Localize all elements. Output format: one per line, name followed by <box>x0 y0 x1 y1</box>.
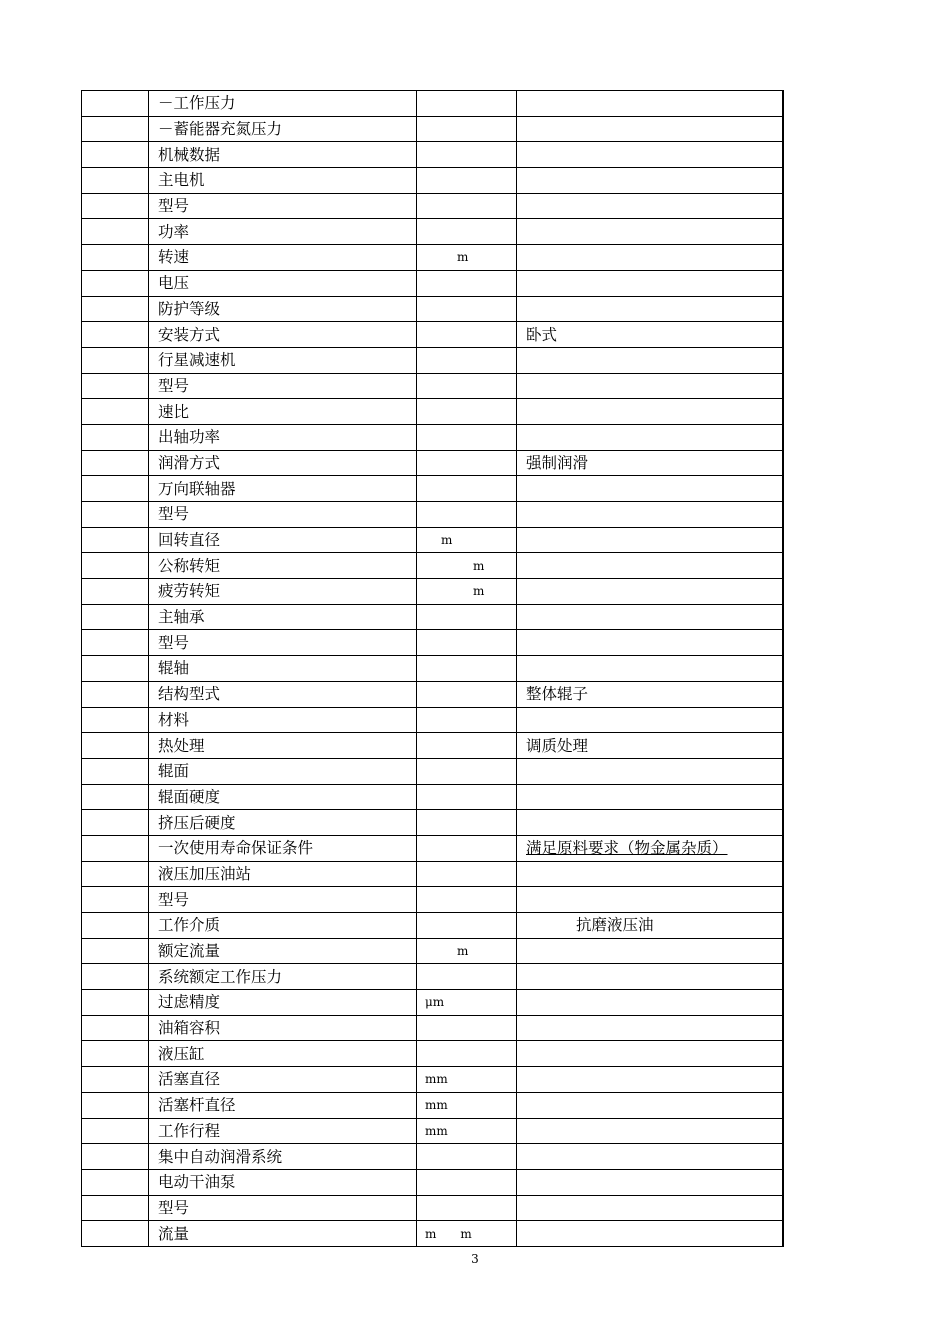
param-name-cell: 挤压后硬度 <box>149 810 417 836</box>
param-value-cell <box>517 553 784 579</box>
table-row <box>82 1195 784 1221</box>
table-row <box>82 1118 784 1144</box>
param-value-cell <box>517 1221 784 1247</box>
table-row <box>82 1041 784 1067</box>
table-row <box>82 1169 784 1195</box>
param-name-cell: 型号 <box>149 887 417 913</box>
param-name-cell: 结构型式 <box>149 681 417 707</box>
param-value-cell <box>517 810 784 836</box>
param-name-cell: 转速 <box>149 245 417 271</box>
index-cell <box>82 707 149 733</box>
unit-cell <box>417 142 517 168</box>
param-value-cell <box>517 168 784 194</box>
table-row <box>82 630 784 656</box>
index-cell <box>82 733 149 759</box>
param-name-cell: 活塞杆直径 <box>149 1092 417 1118</box>
table-row <box>82 450 784 476</box>
index-cell <box>82 758 149 784</box>
index-cell <box>82 168 149 194</box>
table-row <box>82 1067 784 1093</box>
unit-cell <box>417 681 517 707</box>
index-cell <box>82 1195 149 1221</box>
param-name-cell: 出轴功率 <box>149 424 417 450</box>
unit-cell <box>417 116 517 142</box>
param-value-text: 抗磨液压油 <box>576 916 654 935</box>
table-row <box>82 733 784 759</box>
unit-cell <box>417 707 517 733</box>
unit-cell <box>417 630 517 656</box>
param-name-cell: 安装方式 <box>149 322 417 348</box>
table-row <box>82 861 784 887</box>
index-cell <box>82 450 149 476</box>
param-value-cell <box>517 527 784 553</box>
index-cell <box>82 1041 149 1067</box>
param-value-cell <box>517 91 784 117</box>
index-cell <box>82 630 149 656</box>
index-cell <box>82 193 149 219</box>
index-cell <box>82 990 149 1016</box>
param-value-cell <box>517 1092 784 1118</box>
spec-table <box>81 90 784 1247</box>
index-cell <box>82 1067 149 1093</box>
unit-cell <box>417 810 517 836</box>
unit-text: m m <box>425 1226 472 1241</box>
table-row <box>82 913 784 939</box>
param-name-cell: 电压 <box>149 270 417 296</box>
table-row <box>82 142 784 168</box>
index-cell <box>82 1015 149 1041</box>
param-value-cell <box>517 784 784 810</box>
param-value-cell <box>517 116 784 142</box>
unit-cell <box>417 1092 517 1118</box>
unit-cell <box>417 733 517 759</box>
table-row <box>82 810 784 836</box>
unit-text: m <box>457 250 469 265</box>
param-value-cell <box>517 1195 784 1221</box>
table-row <box>82 168 784 194</box>
unit-cell <box>417 604 517 630</box>
unit-cell <box>417 913 517 939</box>
index-cell <box>82 322 149 348</box>
param-value-text: 满足原料要求（物金属杂质） <box>526 839 728 858</box>
unit-cell <box>417 168 517 194</box>
index-cell <box>82 296 149 322</box>
unit-cell <box>417 964 517 990</box>
unit-cell <box>417 270 517 296</box>
unit-cell <box>417 502 517 528</box>
param-name-cell: 辊面硬度 <box>149 784 417 810</box>
index-cell <box>82 553 149 579</box>
index-cell <box>82 1221 149 1247</box>
unit-cell <box>417 450 517 476</box>
param-value-cell <box>517 861 784 887</box>
unit-text: mm <box>425 1123 448 1138</box>
param-name-cell: －工作压力 <box>149 91 417 117</box>
spec-table-body <box>82 91 784 1247</box>
unit-cell <box>417 1144 517 1170</box>
param-value-cell <box>517 1015 784 1041</box>
param-value-cell <box>517 964 784 990</box>
unit-cell <box>417 476 517 502</box>
table-row <box>82 656 784 682</box>
table-row <box>82 245 784 271</box>
param-value-cell <box>517 604 784 630</box>
table-row <box>82 116 784 142</box>
param-value-cell <box>517 733 784 759</box>
param-value-cell <box>517 322 784 348</box>
param-name-cell: 功率 <box>149 219 417 245</box>
param-value-cell <box>517 681 784 707</box>
param-value-cell <box>517 219 784 245</box>
index-cell <box>82 219 149 245</box>
param-name-cell: 辊面 <box>149 758 417 784</box>
table-row <box>82 399 784 425</box>
unit-cell <box>417 1015 517 1041</box>
index-cell <box>82 1118 149 1144</box>
param-name-cell: －蓄能器充氮压力 <box>149 116 417 142</box>
param-value-cell <box>517 502 784 528</box>
table-row <box>82 579 784 605</box>
table-row <box>82 990 784 1016</box>
param-value-cell <box>517 656 784 682</box>
param-name-cell: 速比 <box>149 399 417 425</box>
unit-cell <box>417 193 517 219</box>
unit-text: m <box>457 944 469 959</box>
param-name-cell: 型号 <box>149 1195 417 1221</box>
unit-cell <box>417 245 517 271</box>
param-value-cell <box>517 1144 784 1170</box>
param-value-cell <box>517 245 784 271</box>
table-row <box>82 887 784 913</box>
index-cell <box>82 373 149 399</box>
table-row <box>82 219 784 245</box>
table-row <box>82 758 784 784</box>
param-value-text: 强制润滑 <box>526 453 589 472</box>
param-name-cell: 一次使用寿命保证条件 <box>149 835 417 861</box>
param-value-cell <box>517 990 784 1016</box>
param-name-cell: 万向联轴器 <box>149 476 417 502</box>
param-name-cell: 活塞直径 <box>149 1067 417 1093</box>
index-cell <box>82 142 149 168</box>
unit-cell <box>417 1221 517 1247</box>
param-name-cell: 行星减速机 <box>149 347 417 373</box>
unit-cell <box>417 784 517 810</box>
unit-cell <box>417 1118 517 1144</box>
index-cell <box>82 656 149 682</box>
unit-cell <box>417 1067 517 1093</box>
unit-cell <box>417 347 517 373</box>
unit-cell <box>417 399 517 425</box>
table-row <box>82 91 784 117</box>
table-row <box>82 373 784 399</box>
param-name-cell: 型号 <box>149 502 417 528</box>
param-name-cell: 辊轴 <box>149 656 417 682</box>
index-cell <box>82 399 149 425</box>
param-value-cell <box>517 913 784 939</box>
param-value-cell <box>517 1067 784 1093</box>
unit-cell <box>417 758 517 784</box>
param-name-cell: 额定流量 <box>149 938 417 964</box>
param-name-cell: 集中自动润滑系统 <box>149 1144 417 1170</box>
page-number: 3 <box>471 1252 479 1266</box>
param-value-text: 卧式 <box>526 325 558 344</box>
table-row <box>82 424 784 450</box>
unit-text: mm <box>425 1098 448 1113</box>
param-value-cell <box>517 758 784 784</box>
unit-cell <box>417 938 517 964</box>
index-cell <box>82 810 149 836</box>
unit-cell <box>417 219 517 245</box>
index-cell <box>82 604 149 630</box>
param-name-cell: 系统额定工作压力 <box>149 964 417 990</box>
unit-text: μm <box>425 995 445 1010</box>
unit-cell <box>417 887 517 913</box>
param-name-cell: 材料 <box>149 707 417 733</box>
index-cell <box>82 1169 149 1195</box>
index-cell <box>82 579 149 605</box>
unit-cell <box>417 296 517 322</box>
table-row <box>82 835 784 861</box>
param-value-cell <box>517 835 784 861</box>
param-name-cell: 工作行程 <box>149 1118 417 1144</box>
index-cell <box>82 835 149 861</box>
index-cell <box>82 347 149 373</box>
param-name-cell: 电动干油泵 <box>149 1169 417 1195</box>
param-value-cell <box>517 193 784 219</box>
param-name-cell: 流量 <box>149 1221 417 1247</box>
index-cell <box>82 245 149 271</box>
table-row <box>82 296 784 322</box>
index-cell <box>82 861 149 887</box>
unit-cell <box>417 1041 517 1067</box>
table-row <box>82 347 784 373</box>
table-row <box>82 502 784 528</box>
unit-cell <box>417 553 517 579</box>
table-row <box>82 193 784 219</box>
param-name-cell: 油箱容积 <box>149 1015 417 1041</box>
param-value-cell <box>517 399 784 425</box>
param-name-cell: 热处理 <box>149 733 417 759</box>
unit-cell <box>417 835 517 861</box>
table-row <box>82 681 784 707</box>
table-row <box>82 476 784 502</box>
param-name-cell: 液压加压油站 <box>149 861 417 887</box>
index-cell <box>82 681 149 707</box>
param-value-text: 调质处理 <box>526 736 589 755</box>
index-cell <box>82 938 149 964</box>
index-cell <box>82 116 149 142</box>
param-value-cell <box>517 373 784 399</box>
param-value-cell <box>517 142 784 168</box>
unit-text: mm <box>425 1072 448 1087</box>
param-name-cell: 型号 <box>149 630 417 656</box>
table-row <box>82 1221 784 1247</box>
index-cell <box>82 476 149 502</box>
index-cell <box>82 91 149 117</box>
param-name-cell: 型号 <box>149 373 417 399</box>
param-name-cell: 公称转矩 <box>149 553 417 579</box>
table-row <box>82 784 784 810</box>
param-value-cell <box>517 450 784 476</box>
index-cell <box>82 270 149 296</box>
param-name-cell: 型号 <box>149 193 417 219</box>
param-value-cell <box>517 938 784 964</box>
index-cell <box>82 887 149 913</box>
param-value-cell <box>517 270 784 296</box>
index-cell <box>82 527 149 553</box>
table-row <box>82 1015 784 1041</box>
unit-cell <box>417 424 517 450</box>
param-name-cell: 润滑方式 <box>149 450 417 476</box>
table-row <box>82 1092 784 1118</box>
param-name-cell: 液压缸 <box>149 1041 417 1067</box>
index-cell <box>82 784 149 810</box>
param-name-cell: 工作介质 <box>149 913 417 939</box>
param-name-cell: 回转直径 <box>149 527 417 553</box>
unit-cell <box>417 373 517 399</box>
unit-cell <box>417 656 517 682</box>
param-name-cell: 机械数据 <box>149 142 417 168</box>
param-value-cell <box>517 347 784 373</box>
index-cell <box>82 913 149 939</box>
param-name-cell: 防护等级 <box>149 296 417 322</box>
unit-cell <box>417 579 517 605</box>
param-name-cell: 过虑精度 <box>149 990 417 1016</box>
param-value-cell <box>517 1169 784 1195</box>
unit-cell <box>417 527 517 553</box>
index-cell <box>82 1144 149 1170</box>
param-value-cell <box>517 476 784 502</box>
table-row <box>82 1144 784 1170</box>
index-cell <box>82 1092 149 1118</box>
table-row <box>82 604 784 630</box>
param-name-cell: 疲劳转矩 <box>149 579 417 605</box>
table-row <box>82 938 784 964</box>
param-name-cell: 主电机 <box>149 168 417 194</box>
unit-cell <box>417 861 517 887</box>
unit-cell <box>417 91 517 117</box>
unit-cell <box>417 1195 517 1221</box>
param-value-cell <box>517 630 784 656</box>
table-row <box>82 707 784 733</box>
table-row <box>82 553 784 579</box>
param-value-cell <box>517 579 784 605</box>
param-name-cell: 主轴承 <box>149 604 417 630</box>
param-value-cell <box>517 707 784 733</box>
index-cell <box>82 964 149 990</box>
unit-text: m <box>473 584 485 599</box>
table-row <box>82 270 784 296</box>
unit-cell <box>417 322 517 348</box>
table-row <box>82 527 784 553</box>
unit-cell <box>417 1169 517 1195</box>
param-value-text: 整体辊子 <box>526 685 589 704</box>
table-row <box>82 964 784 990</box>
table-row <box>82 322 784 348</box>
param-value-cell <box>517 296 784 322</box>
param-value-cell <box>517 1041 784 1067</box>
index-cell <box>82 424 149 450</box>
unit-cell <box>417 990 517 1016</box>
param-value-cell <box>517 1118 784 1144</box>
unit-text: m <box>441 533 453 548</box>
index-cell <box>82 502 149 528</box>
param-value-cell <box>517 424 784 450</box>
unit-text: m <box>473 558 485 573</box>
param-value-cell <box>517 887 784 913</box>
